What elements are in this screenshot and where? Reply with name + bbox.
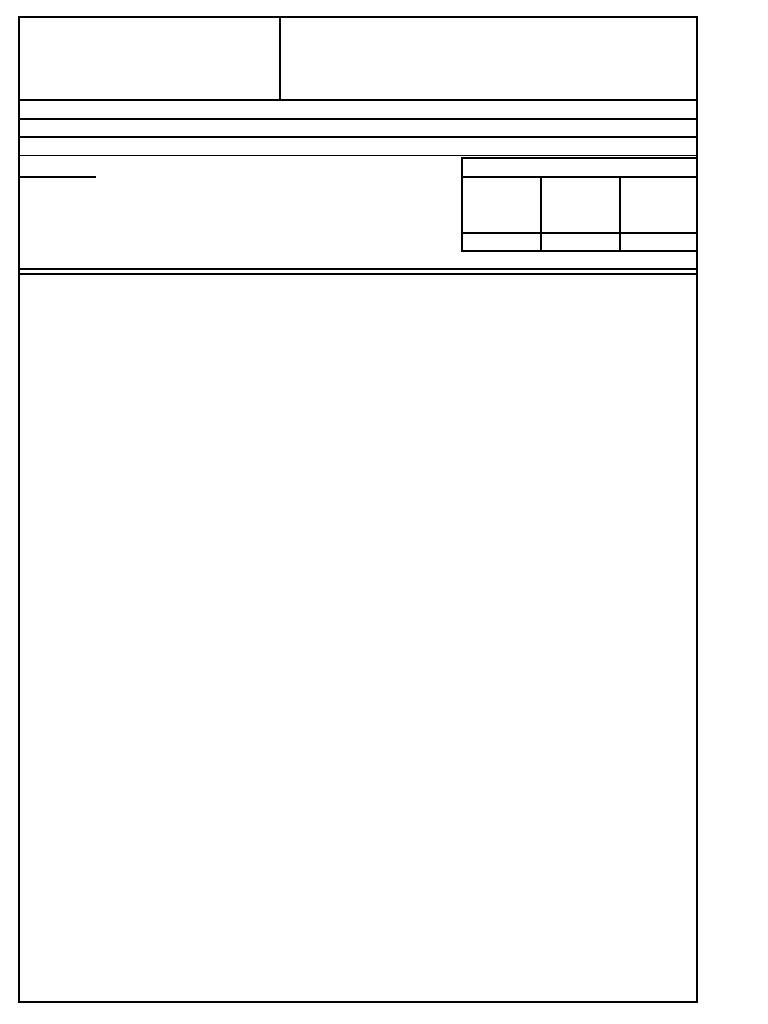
table-top-rule-1 [18,268,698,270]
nomor-underline [20,176,96,178]
table-top-rule-2 [18,273,698,275]
signature-kepala-bengkel-label [542,234,619,250]
signature-adm-gudang-label [621,234,696,250]
header-divider [279,16,281,100]
info-top-rule [18,155,698,156]
signature-title [463,159,696,178]
letter-index-strip [20,119,696,137]
signature-box [461,157,698,252]
logo-wordmark [34,28,37,67]
page-title [282,18,696,100]
carfix-logo [34,26,274,94]
header-bottom-rule [18,99,698,101]
